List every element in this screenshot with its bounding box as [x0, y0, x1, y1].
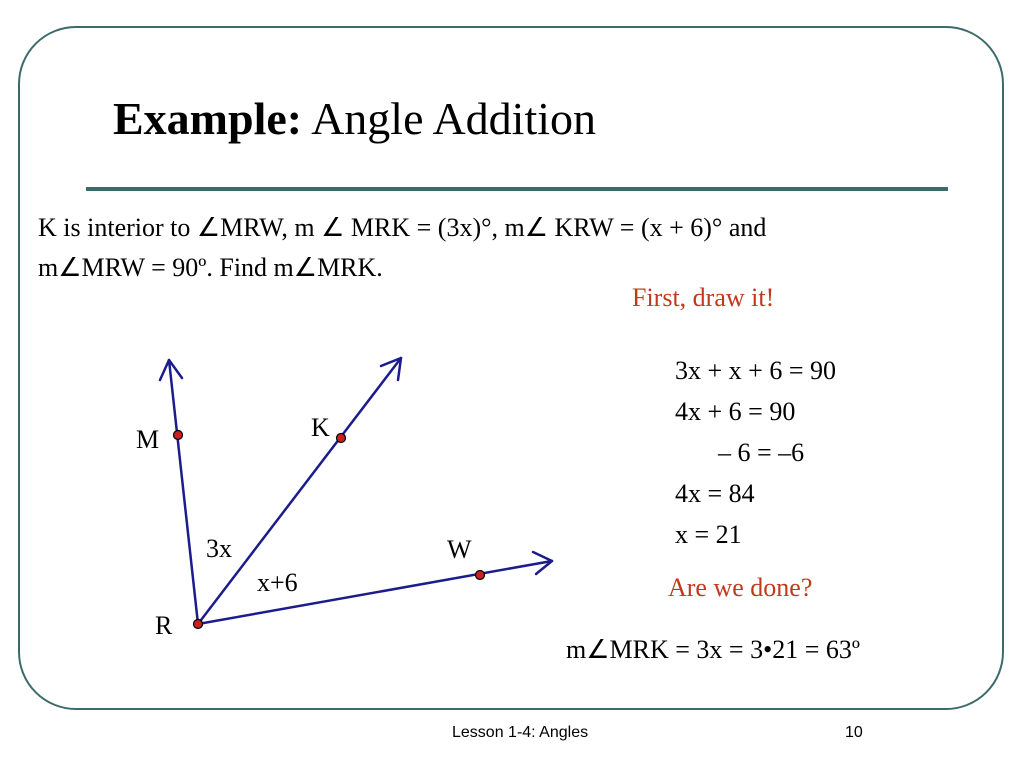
solution-step: 4x + 6 = 90: [675, 397, 796, 426]
problem-line-1: K is interior to ∠MRW, m ∠ MRK = (3x)°, m∠ KRW = (x + 6)° and: [38, 213, 767, 242]
angle-label-krw: x+6: [257, 568, 298, 597]
label-r: R: [155, 611, 173, 640]
label-w: W: [447, 535, 472, 564]
ray-rw: [198, 561, 552, 624]
point-m: [174, 431, 183, 440]
problem-line-2: m∠MRW = 90º. Find m∠MRK.: [38, 253, 383, 282]
solution-step: 4x = 84: [675, 479, 755, 508]
are-we-done-prompt: Are we done?: [668, 573, 813, 602]
solution-step: 3x + x + 6 = 90: [675, 356, 836, 385]
point-w: [476, 571, 485, 580]
title-rest: Angle Addition: [302, 93, 597, 144]
ray-rm: [169, 360, 198, 624]
solution-step: – 6 = –6: [718, 438, 805, 467]
point-k: [337, 434, 346, 443]
ray-rk: [198, 358, 401, 624]
point-r: [194, 620, 203, 629]
solution-step: x = 21: [675, 520, 742, 549]
final-answer: m∠MRK = 3x = 3•21 = 63º: [566, 635, 860, 664]
label-k: K: [311, 413, 330, 442]
first-draw-prompt: First, draw it!: [632, 283, 775, 312]
footer-lesson: Lesson 1-4: Angles: [452, 724, 589, 741]
footer-page-number: 10: [845, 724, 863, 741]
title-bold: Example:: [113, 93, 303, 144]
angle-label-mrk: 3x: [206, 534, 232, 563]
label-m: M: [136, 425, 160, 454]
